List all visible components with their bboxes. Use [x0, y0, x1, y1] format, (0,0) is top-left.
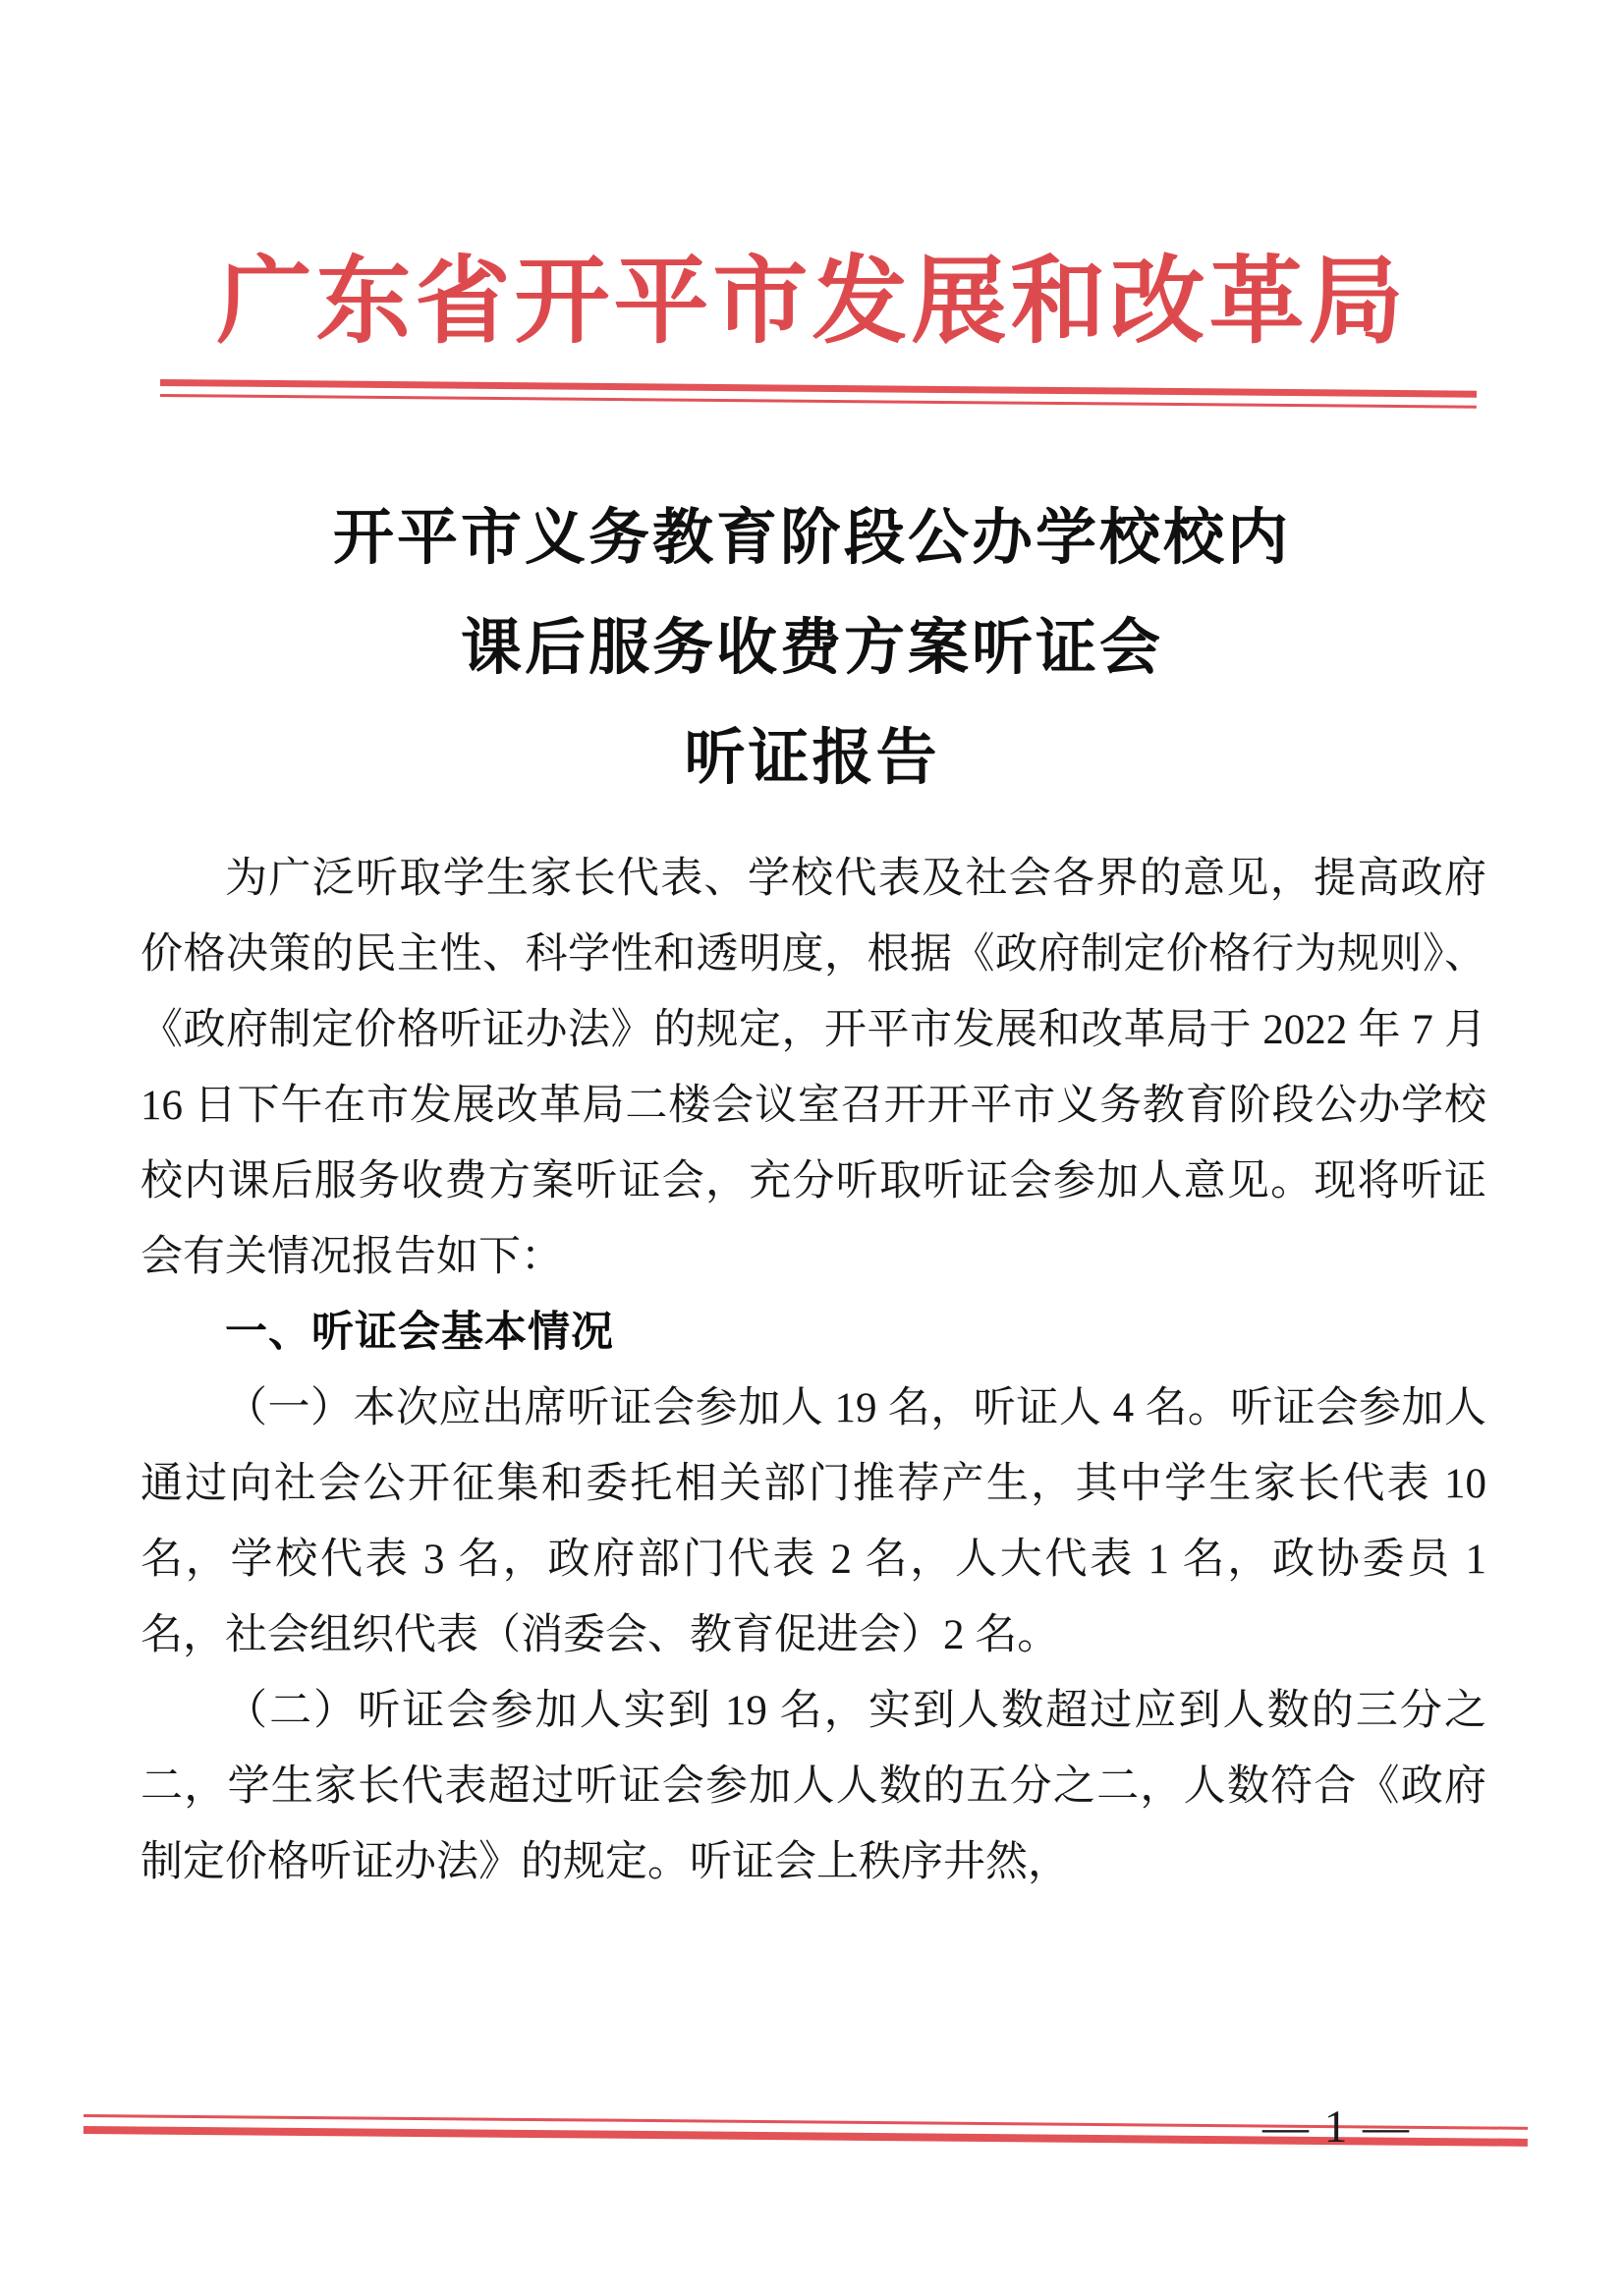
document-title-line-3: 听证报告: [684, 725, 940, 792]
paragraph-item-2: （二）听证会参加人实到 19 名，实到人数超过应到人数的三分之二，学生家长代表超过听证会参加人人数的五分之二，人数符合《政府制定价格听证办法》的规定。听证会上秩序井然，: [140, 1688, 1486, 1885]
page-number: — 1 —: [1262, 2101, 1411, 2153]
document-title-line-2: 课后服务收费方案听证会: [460, 615, 1163, 682]
paragraph-item-1: （一）本次应出席听证会参加人 19 名，听证人 4 名。听证会参加人通过向社会公开征集和委托相关部门推荐产生，其中学生家长代表 10 名，学校代表 3 名，政府部门代表 2 名，人大代表 1 名，政协委员 1 名，社会组织代表（消委会、教育促进会）2 名。: [140, 1385, 1486, 1658]
section-heading-1: 一、听证会基本情况: [225, 1309, 614, 1356]
letterhead-agency-name: 广东省开平市发展和改革局: [216, 250, 1408, 355]
document-title-line-1: 开平市义务教育阶段公办学校校内: [332, 505, 1291, 572]
document-title: [0, 483, 1624, 813]
letterhead-separator: [160, 379, 1477, 409]
paragraph-intro: 为广泛听取学生家长代表、学校代表及社会各界的意见，提高政府价格决策的民主性、科学性和透明度，根据《政府制定价格行为规则》、《政府制定价格听证办法》的规定，开平市发展和改革局于 2022 年 7 月 16 日下午在市发展改革局二楼会议室召开开平市义务教育阶段公办学校校内课后服务收费方案听证会，充分听取听证会参加人意见。现将听证会有关情况报告如下：: [140, 856, 1486, 1280]
document-body: [140, 841, 1486, 1900]
